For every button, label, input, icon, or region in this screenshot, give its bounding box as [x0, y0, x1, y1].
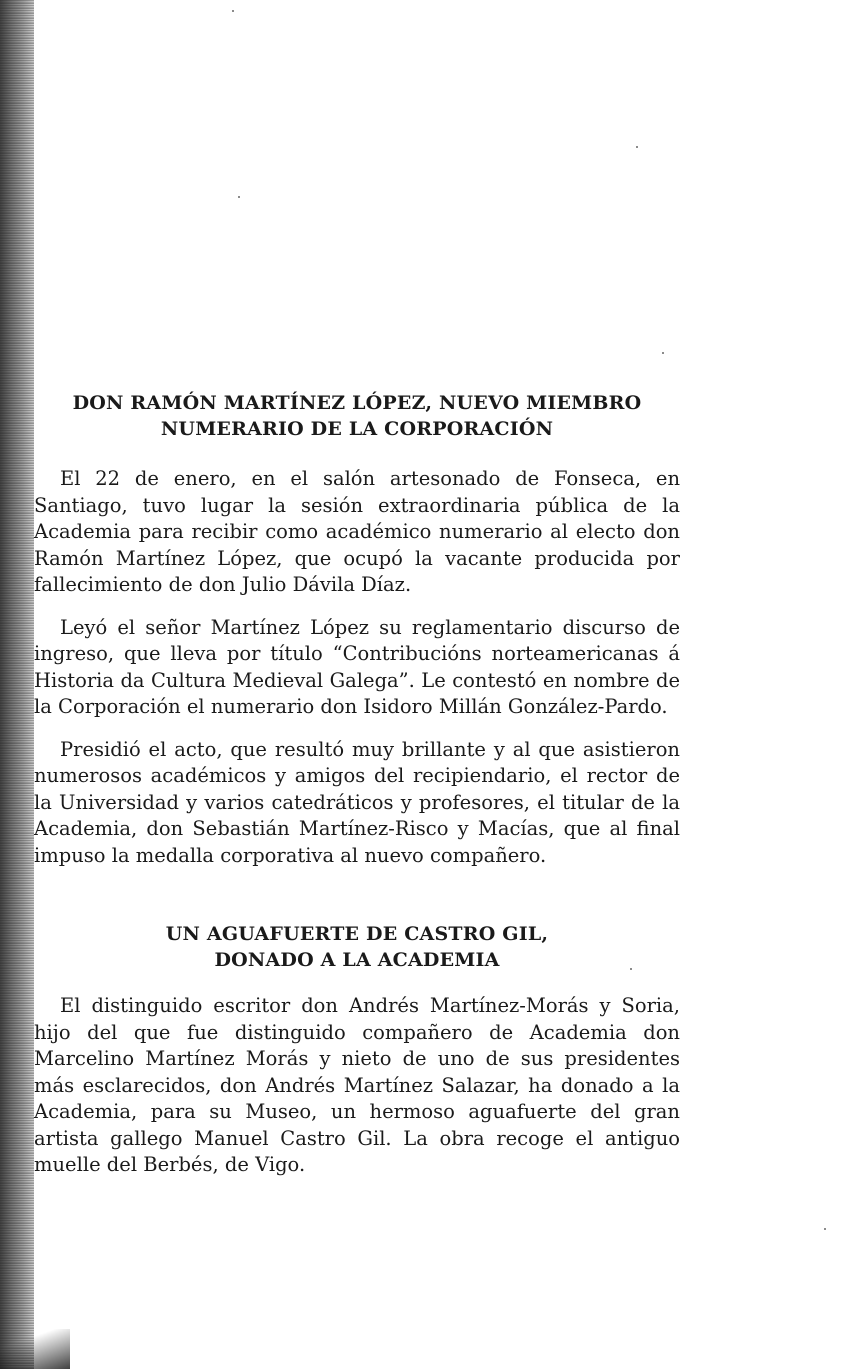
page-content [34, 390, 680, 1179]
article-paragraph: Presidió el acto, que resultó muy brillante y al que asistieron numerosos académicos y amigos del recipiendario, el rector de la Universidad y varios catedráticos y profesores, el titular de la Academia, don Sebastián Martínez-Risco y Macías, que al final impuso la medalla corporativa al nuevo compañero. [34, 737, 680, 867]
article-heading-ramon-martinez-lopez [34, 390, 680, 442]
article-paragraph: Leyó el señor Martínez López su reglamentario discurso de ingreso, que lleva por título “Contribucións norteamericanas á Historia da Cultura Medieval Galega”. Le contestó en nombre de la Corporación el numerario don Isidoro Millán González-Pardo. [34, 615, 680, 718]
paper-speck [636, 146, 638, 148]
heading-line: UN AGUAFUERTE DE CASTRO GIL, [165, 923, 549, 945]
heading-line: NUMERARIO DE LA CORPORACIÓN [160, 418, 554, 440]
paper-speck [232, 10, 234, 12]
paper-speck [662, 352, 664, 354]
article-paragraph: El distinguido escritor don Andrés Martínez-Morás y Soria, hijo del que fue distinguido compañero de Academia don Marcelino Martínez Morás y nieto de uno de sus presidentes más esclarecidos, don Andrés Martínez Salazar, ha donado a la Academia, para su Museo, un hermoso aguafuerte del gran artista gallego Manuel Castro Gil. La obra recoge el antiguo muelle del Berbés, de Vigo. [34, 994, 680, 1176]
paper-speck [824, 1228, 826, 1230]
binding-shadow [0, 1329, 70, 1369]
heading-line: DON RAMÓN MARTÍNEZ LÓPEZ, NUEVO MIEMBRO [72, 392, 642, 414]
book-binding-edge [0, 0, 34, 1369]
article-heading-aguafuerte-castro-gil [34, 921, 680, 973]
paper-speck [238, 196, 240, 198]
article-paragraph: El 22 de enero, en el salón artesonado de Fonseca, en Santiago, tuvo lugar la sesión extraordinaria pública de la Academia para recibir como académico numerario al electo don Ramón Martínez López, que ocupó la vacante producida por fallecimiento de don Julio Dávila Díaz. [34, 467, 680, 596]
heading-line: DONADO A LA ACADEMIA [214, 949, 500, 971]
